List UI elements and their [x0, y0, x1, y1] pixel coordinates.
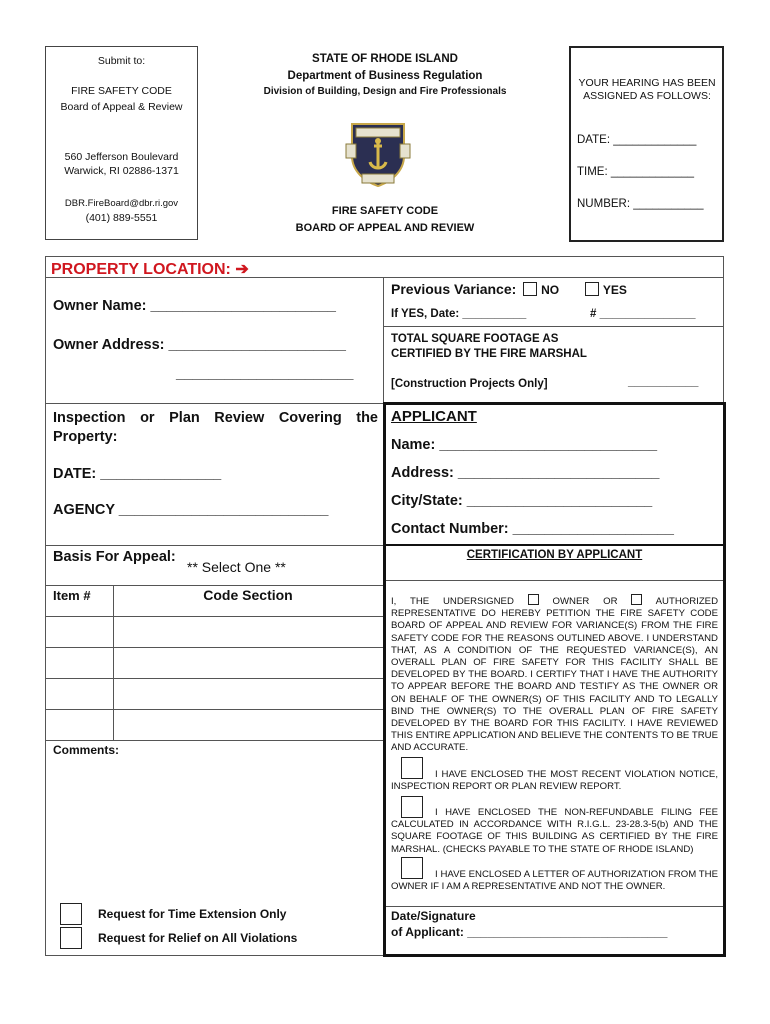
applicant-city-state-field[interactable]: City/State: _______________________	[391, 493, 653, 509]
item-number-header: Item #	[53, 588, 91, 603]
relief-all-checkbox[interactable]	[60, 927, 82, 949]
previous-variance-label: Previous Variance:	[391, 281, 517, 297]
hearing-date[interactable]: DATE: _____________	[577, 134, 697, 146]
submit-address1: 560 Jefferson Boulevard	[64, 151, 179, 163]
submit-line2: Board of Appeal & Review	[60, 101, 183, 113]
property-heading-label: PROPERTY LOCATION:	[51, 261, 231, 278]
comments-label: Comments:	[53, 743, 120, 757]
property-heading	[51, 259, 249, 279]
cert-intro-b: OWNER OR	[552, 596, 618, 607]
sqft-line2: CERTIFIED BY THE FIRE MARSHAL	[391, 348, 587, 360]
code-cell-4[interactable]	[114, 710, 382, 739]
representative-checkbox[interactable]	[631, 594, 642, 605]
applicant-cert-divider	[383, 544, 726, 546]
enclosed-violation-text: I HAVE ENCLOSED THE MOST RECENT VIOLATION NOTICE, INSPECTION REPORT OR PLAN REVIEW REPORT.	[391, 769, 718, 793]
variance-if-yes-date[interactable]: If YES, Date: __________	[391, 308, 527, 320]
time-extension-label: Request for Time Extension Only	[98, 907, 287, 921]
submit-to-box	[45, 46, 198, 240]
construction-field[interactable]: ___________	[628, 376, 699, 388]
item-cell-4[interactable]	[46, 710, 112, 739]
divider-inspection-bottom	[45, 545, 383, 546]
applicant-address-field[interactable]: Address: _________________________	[391, 465, 660, 481]
basis-select-dropdown[interactable]: ** Select One **	[187, 559, 286, 575]
owner-address-field[interactable]: Owner Address: ______________________	[53, 337, 346, 353]
previous-variance	[391, 281, 627, 297]
header-state: STATE OF RHODE ISLAND	[312, 53, 458, 65]
inspection-agency-field[interactable]: AGENCY __________________________	[53, 502, 329, 518]
inspection-heading: Inspection or Plan Review Covering the Property:	[53, 410, 378, 445]
enclosed-fee-text: I HAVE ENCLOSED THE NON-REFUNDABLE FILING FEE CALCULATED IN ACCORDANCE WITH R.I.G.L. 23-28.3-5(b) AND THE SQUARE FOOTAGE OF THIS BUILDING AS CERTIFIED BY THE FIRE MARSHAL. (CHECKS PAYABLE TO THE STATE OF RHODE ISLAND)	[391, 807, 718, 855]
signature-divider	[386, 906, 723, 907]
state-seal-icon	[342, 116, 414, 188]
code-cell-1[interactable]	[114, 617, 382, 646]
certification-text	[391, 594, 718, 755]
certification-heading: CERTIFICATION BY APPLICANT	[466, 549, 643, 561]
basis-label: Basis For Appeal:	[53, 549, 176, 565]
divider-owner-bottom	[45, 403, 383, 404]
code-cell-3[interactable]	[114, 679, 382, 708]
submit-to-label: Submit to:	[97, 55, 146, 67]
cert-intro-c: AUTHORIZED REPRESENTATIVE DO HEREBY PETITION THE FIRE SAFETY CODE BOARD OF APPEAL AND REVIEW FOR VARIANCE(S) FROM THE FIRE SAFETY CODE FOR THE REASONS OUTLINED ABOVE. I UNDERSTAND THAT, AS A CONDITION OF THE REQUESTED VARIANCE(S), AN OVERALL PLAN OF FIRE SAFETY FOR THIS FACILITY SHALL BE DEVELOPED BY THE BOARD. I CERTIFY THAT I HAVE THE AUTHORITY TO APPEAR BEFORE THE BOARD AND TESTIFY AS THE OWNER OR ON BEHALF OF THE OWNER(S) OF THIS FACILITY AND TO LEGALLY BIND THE OWNER(S) TO THE OVERALL PLAN OF FIRE SAFETY DEVELOPED BY THE BOARD FOR THIS FACILITY. I HAVE REVIEWED THIS ENTIRE APPLICATION AND BELIEVE THE CONTENTS TO BE TRUE AND ACCURATE.	[391, 596, 718, 754]
submit-line1: FIRE SAFETY CODE	[71, 85, 172, 97]
variance-no-label: NO	[541, 283, 560, 297]
submit-phone: (401) 889-5551	[85, 212, 158, 224]
header-code-title: FIRE SAFETY CODE	[331, 205, 439, 217]
owner-address-field-2[interactable]: ______________________	[176, 366, 354, 382]
arrow-right-icon: ➔	[235, 261, 249, 278]
item-cell-3[interactable]	[46, 679, 112, 708]
hearing-time[interactable]: TIME: _____________	[577, 166, 695, 178]
variance-no-checkbox[interactable]	[523, 282, 537, 296]
divider-basis-bottom	[45, 585, 383, 586]
applicant-heading: APPLICANT	[391, 408, 477, 425]
hearing-title: YOUR HEARING HAS BEEN ASSIGNED AS FOLLOWS:	[578, 77, 716, 102]
applicant-name-field[interactable]: Name: ___________________________	[391, 437, 658, 453]
code-cell-2[interactable]	[114, 648, 382, 677]
owner-name-field[interactable]: Owner Name: _______________________	[53, 298, 336, 314]
construction-label: [Construction Projects Only]	[391, 378, 548, 390]
variance-yes-label: YES	[602, 283, 627, 297]
enclosed-letter-text: I HAVE ENCLOSED A LETTER OF AUTHORIZATION FROM THE OWNER IF I AM A REPRESENTATIVE AND NOT THE OWNER.	[391, 869, 718, 893]
variance-number[interactable]: # _______________	[590, 308, 696, 320]
owner-checkbox[interactable]	[528, 594, 539, 605]
sqft-line1: TOTAL SQUARE FOOTAGE AS	[391, 333, 559, 345]
signature-field[interactable]: of Applicant: ______________________________	[391, 925, 668, 939]
header-division: Division of Building, Design and Fire Professionals	[263, 86, 507, 97]
relief-all-label: Request for Relief on All Violations	[98, 931, 298, 945]
item-cell-2[interactable]	[46, 648, 112, 677]
cert-intro-a: I, THE UNDERSIGNED	[391, 596, 514, 607]
hearing-number[interactable]: NUMBER: ___________	[577, 198, 704, 210]
variance-yes-checkbox[interactable]	[585, 282, 599, 296]
header-department: Department of Business Regulation	[287, 70, 483, 82]
cert-heading-divider	[386, 580, 723, 581]
code-section-header: Code Section	[203, 587, 293, 603]
applicant-contact-field[interactable]: Contact Number: ____________________	[391, 521, 674, 537]
signature-label: Date/Signature	[391, 909, 476, 923]
submit-email[interactable]: DBR.FireBoard@dbr.ri.gov	[64, 198, 179, 209]
item-row-line5	[45, 740, 383, 741]
header-board-title: BOARD OF APPEAL AND REVIEW	[295, 222, 475, 234]
inspection-date-field[interactable]: DATE: _______________	[53, 466, 222, 482]
item-cell-1[interactable]	[46, 617, 112, 646]
time-extension-checkbox[interactable]	[60, 903, 82, 925]
comments-area[interactable]	[46, 760, 382, 900]
submit-address2: Warwick, RI 02886-1371	[64, 165, 179, 177]
divider-variance-bottom	[383, 326, 724, 327]
